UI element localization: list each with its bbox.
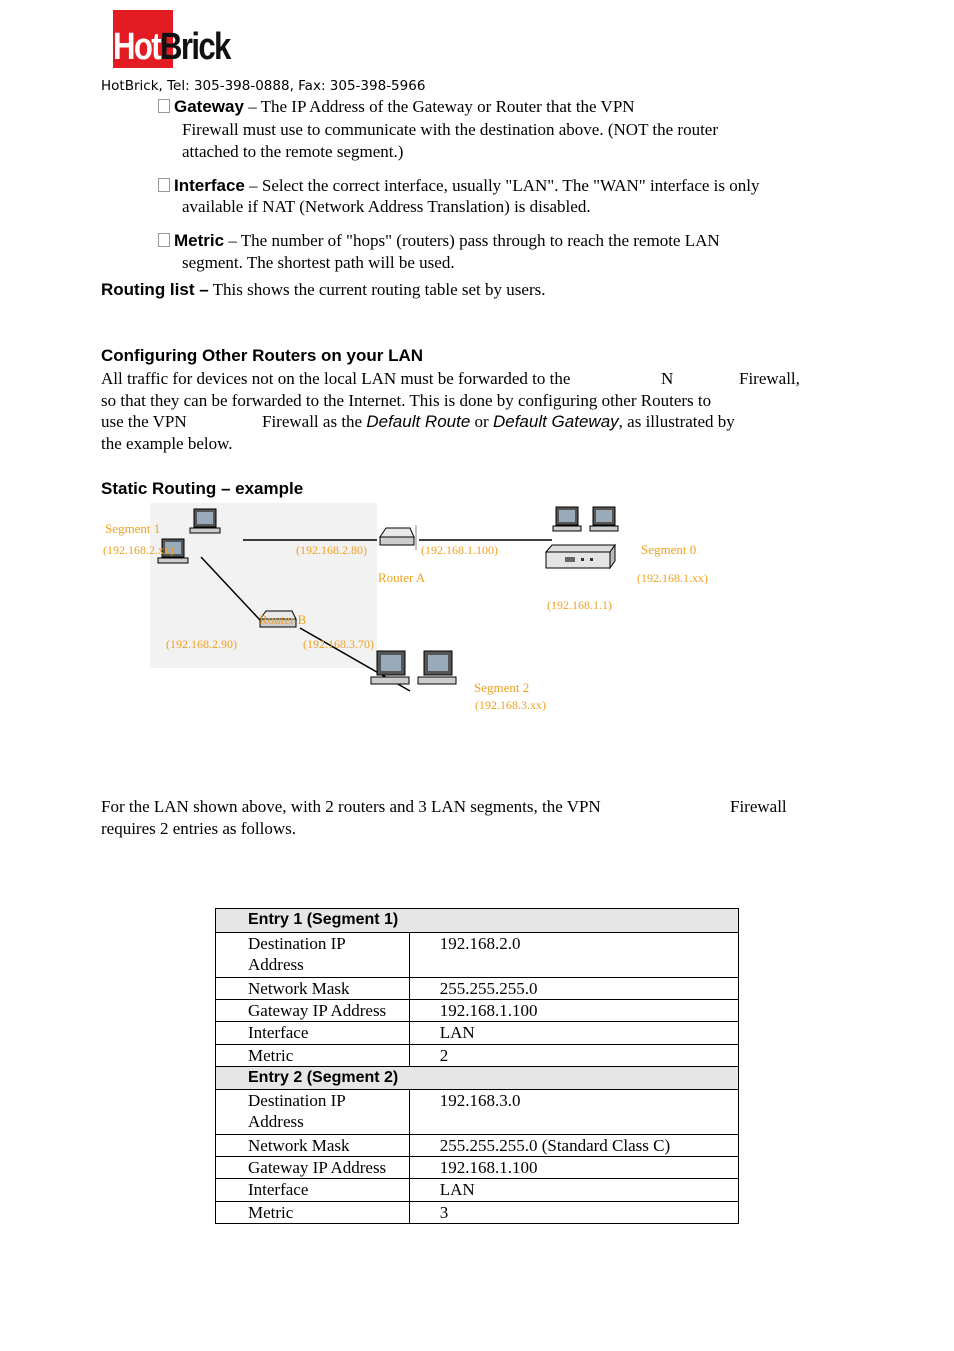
- row-label: Destination IP Address: [216, 1090, 410, 1135]
- router-a-right-ip: (192.168.1.100): [421, 543, 498, 557]
- bullet-term: Gateway: [174, 97, 244, 116]
- routing-list-text: This shows the current routing table set by users.: [208, 280, 546, 299]
- configuring-line3: Firewall as the Default Route or Default Gateway, as illustrated by: [262, 412, 735, 431]
- table-row: [216, 1090, 739, 1135]
- table-row: [216, 978, 739, 1000]
- configuring-heading: Configuring Other Routers on your LAN: [101, 346, 424, 365]
- row-label: Interface: [216, 1179, 410, 1202]
- configuring-line1b: N: [661, 369, 674, 388]
- segment2-label: Segment 2: [474, 680, 530, 695]
- firewall-device-icon: [546, 545, 615, 568]
- entry-title: Entry 1 (Segment 1): [216, 909, 739, 933]
- row-value: 3: [409, 1202, 738, 1224]
- segment1-ip-label: (192.168.2.xx): [103, 543, 174, 557]
- configuring-line1c: Firewall,: [739, 369, 800, 388]
- bullet-text: – Select the correct interface, usually "LAN". The "WAN" interface is only: [244, 176, 760, 195]
- bullet-metric-line2: segment. The shortest path will be used.: [182, 253, 455, 272]
- segment0-label: Segment 0: [641, 542, 697, 557]
- segment1-computer-icon: [190, 509, 220, 533]
- row-value: 192.168.3.0: [409, 1090, 738, 1135]
- bullet-term: Metric: [174, 231, 225, 250]
- row-value: 192.168.2.0: [409, 933, 738, 978]
- default-gateway-term: Default Gateway: [492, 412, 619, 431]
- bullet-box-icon: [158, 233, 170, 247]
- row-label: Destination IP Address: [216, 933, 410, 978]
- row-value: 2: [409, 1045, 738, 1067]
- segment1-label: Segment 1: [105, 521, 161, 536]
- summary-line1b: Firewall: [730, 797, 787, 816]
- bullet-gateway-line3: attached to the remote segment.): [182, 142, 404, 161]
- routing-list-paragraph: [101, 279, 545, 301]
- bullet-interface: [158, 175, 759, 197]
- bullet-text: – The number of "hops" (routers) pass through to reach the remote LAN: [224, 231, 720, 250]
- entry-header-row: [216, 1067, 739, 1090]
- segment2-ip-label: (192.168.3.xx): [475, 698, 546, 712]
- table-row: [216, 1202, 739, 1224]
- router-b-left-ip: (192.168.2.90): [166, 637, 237, 651]
- table-row: [216, 1045, 739, 1067]
- hotbrick-logo: [113, 10, 253, 68]
- row-value: 255.255.255.0: [409, 978, 738, 1000]
- segment2-computer-icon: [418, 651, 456, 684]
- segment0-computer-icon: [553, 507, 581, 531]
- bullet-metric: [158, 230, 720, 252]
- summary-line1a: For the LAN shown above, with 2 routers and 3 LAN segments, the VPN: [101, 797, 601, 816]
- router-b-right-ip: (192.168.3.70): [303, 637, 374, 651]
- table-row: [216, 933, 739, 978]
- routing-entries-table: [215, 908, 739, 1224]
- bullet-gateway: [158, 96, 635, 118]
- row-label: Gateway IP Address: [216, 1000, 410, 1022]
- bullet-box-icon: [158, 99, 170, 113]
- table-row: [216, 1157, 739, 1179]
- row-label: Interface: [216, 1022, 410, 1045]
- entry-header-row: [216, 909, 739, 933]
- bullet-text: – The IP Address of the Gateway or Router that the VPN: [243, 97, 635, 116]
- router-a-left-ip: (192.168.2.80): [296, 543, 367, 557]
- row-value: 192.168.1.100: [409, 1000, 738, 1022]
- default-route-term: Default Route: [366, 412, 471, 431]
- segment0-computer-icon: [590, 507, 618, 531]
- static-routing-heading: Static Routing – example: [101, 479, 304, 498]
- summary-line2: requires 2 entries as follows.: [101, 819, 296, 838]
- row-label: Network Mask: [216, 978, 410, 1000]
- entry-title: Entry 2 (Segment 2): [216, 1067, 739, 1090]
- row-value: LAN: [409, 1022, 738, 1045]
- router-b-label: Router B: [259, 612, 307, 627]
- configuring-line2: so that they can be forwarded to the Internet. This is done by configuring other Routers to: [101, 391, 712, 410]
- row-value: LAN: [409, 1179, 738, 1202]
- contact-line: HotBrick, Tel: 305-398-0888, Fax: 305-398-5966: [101, 78, 426, 94]
- bullet-gateway-line2: Firewall must use to communicate with the destination above. (NOT the router: [182, 120, 719, 139]
- bullet-interface-line2: available if NAT (Network Address Translation) is disabled.: [182, 197, 591, 216]
- segment0-ip-label: (192.168.1.xx): [637, 571, 708, 585]
- routing-list-term: Routing list –: [101, 280, 209, 299]
- bullet-term: Interface: [174, 176, 245, 195]
- router-a-icon: [380, 528, 414, 545]
- configuring-line1a: All traffic for devices not on the local LAN must be forwarded to the: [101, 369, 571, 388]
- bullet-box-icon: [158, 178, 170, 192]
- segment2-computer-icon: [371, 651, 409, 684]
- configuring-line4: the example below.: [101, 434, 233, 453]
- row-label: Metric: [216, 1202, 410, 1224]
- configuring-line3a: use the VPN: [101, 412, 187, 431]
- row-label: Metric: [216, 1045, 410, 1067]
- row-label: Network Mask: [216, 1135, 410, 1157]
- table-row: [216, 1179, 739, 1202]
- row-label: Gateway IP Address: [216, 1157, 410, 1179]
- logo-wordmark: HotBrick: [113, 26, 230, 68]
- firewall-ip-label: (192.168.1.1): [547, 598, 612, 612]
- table-row: [216, 1135, 739, 1157]
- table-row: [216, 1022, 739, 1045]
- router-a-label: Router A: [378, 570, 426, 585]
- row-value: 192.168.1.100: [409, 1157, 738, 1179]
- table-row: [216, 1000, 739, 1022]
- row-value: 255.255.255.0 (Standard Class C): [409, 1135, 738, 1157]
